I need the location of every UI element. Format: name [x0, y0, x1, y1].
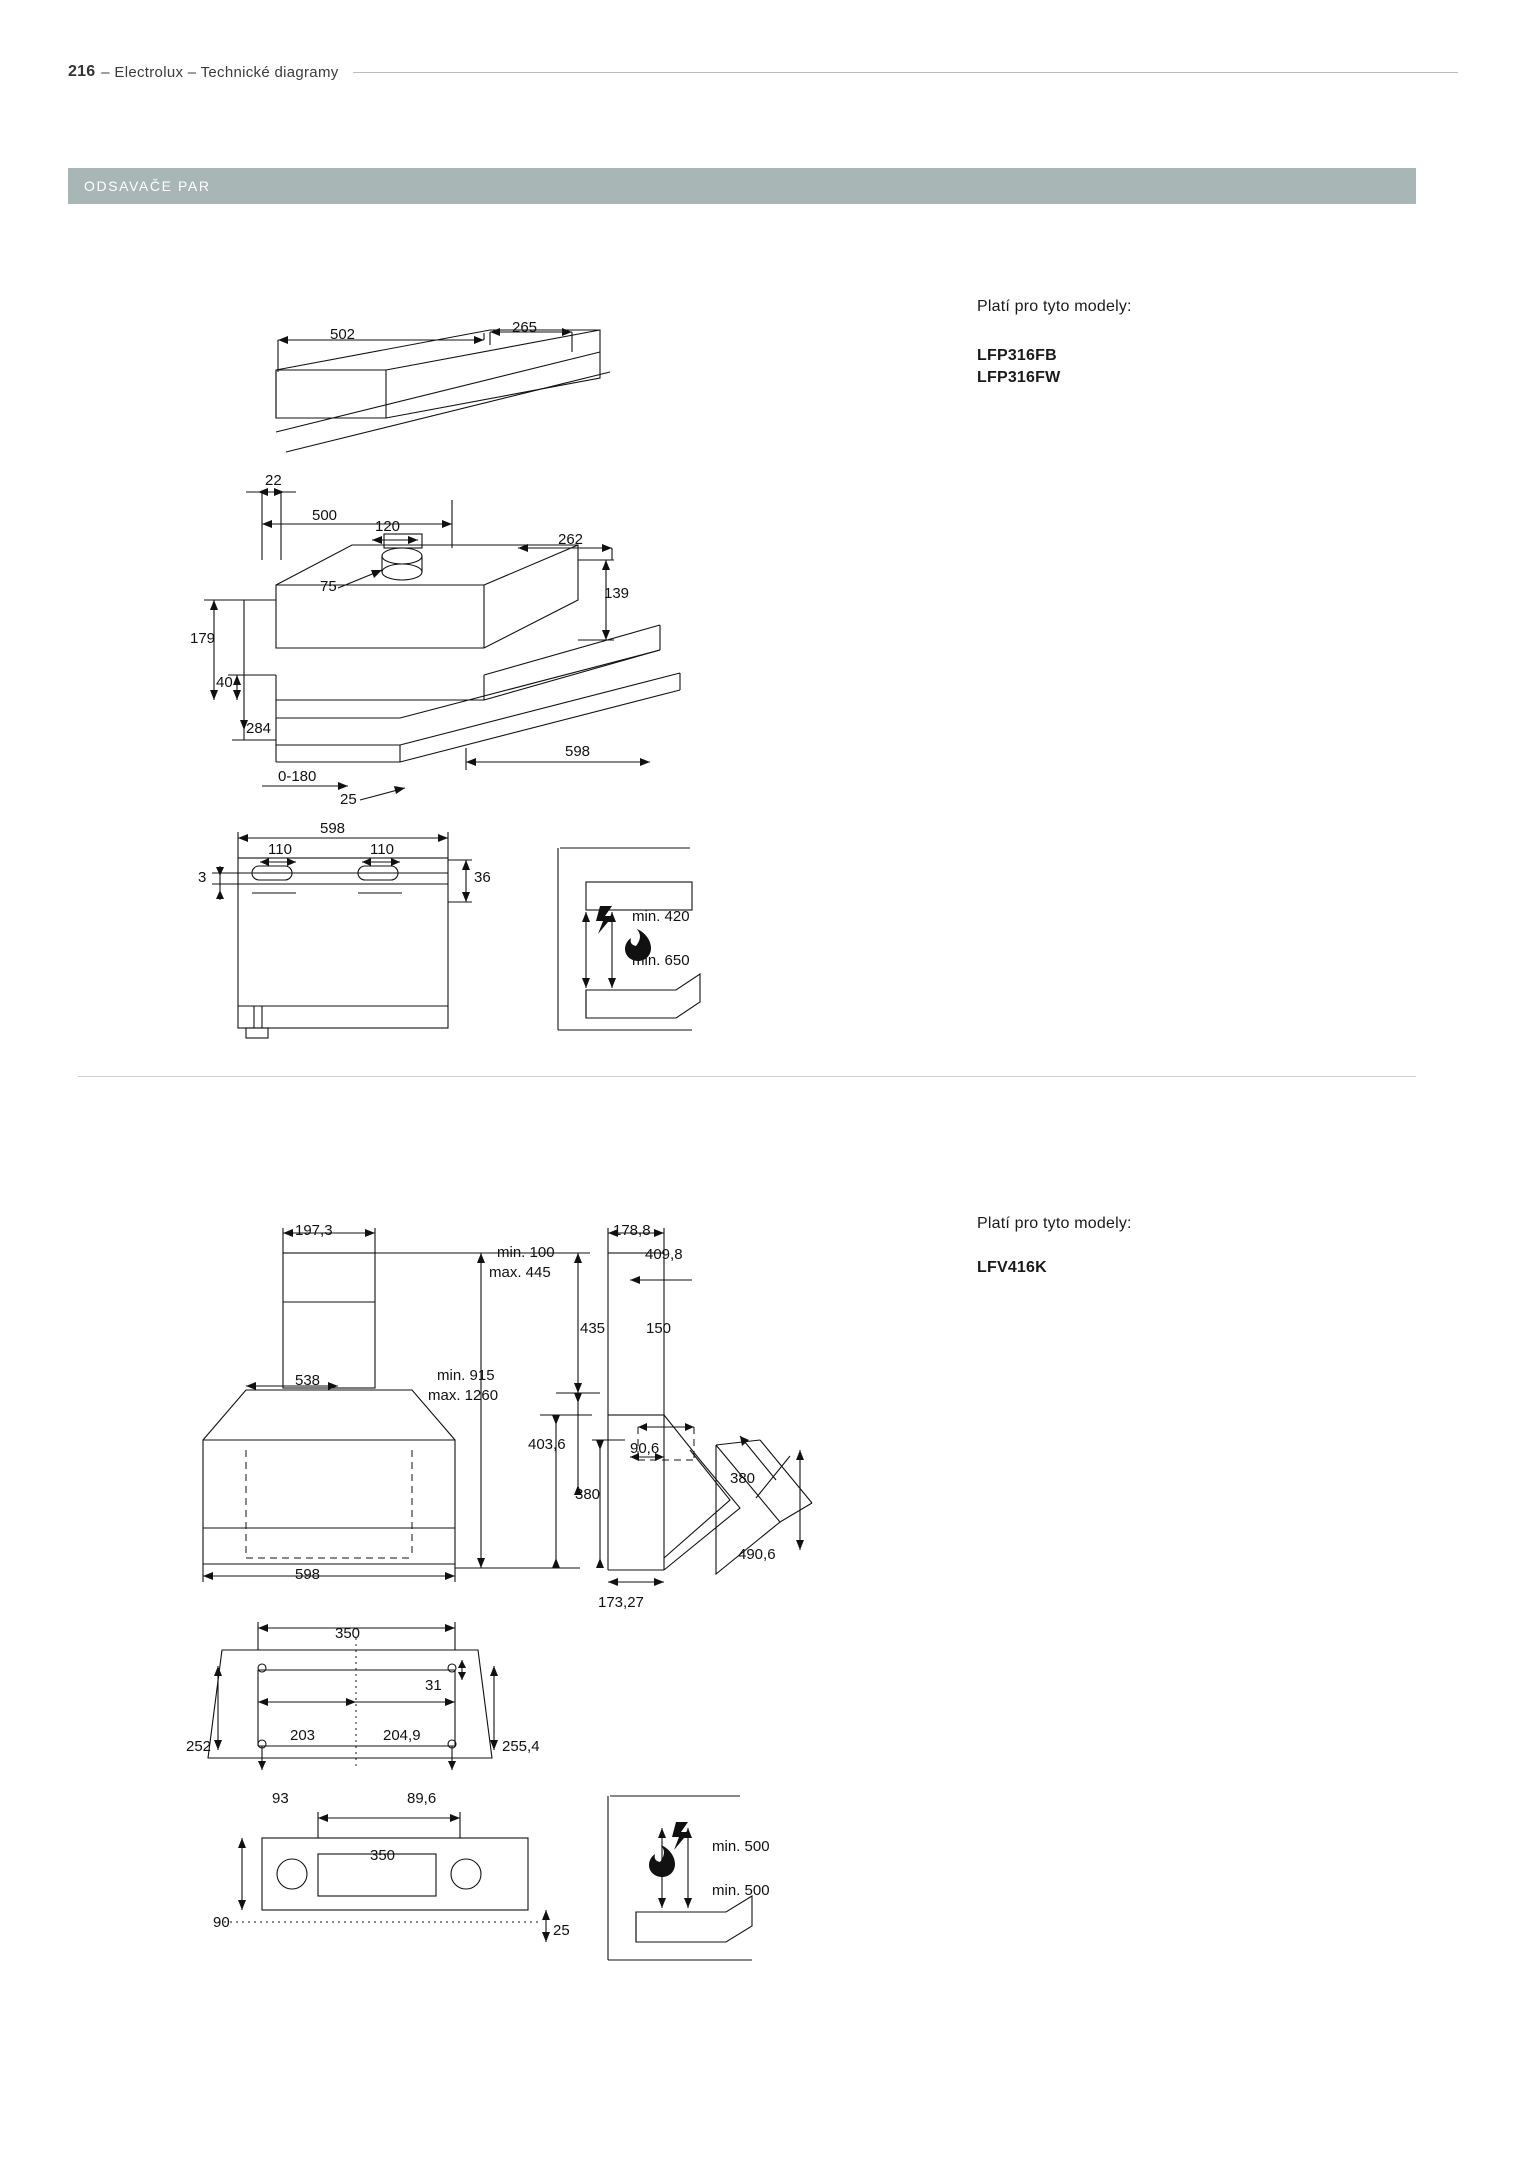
dim-90-6: 90,6	[630, 1440, 660, 1457]
dim-350-b: 350	[370, 1847, 396, 1864]
dim-25-b: 25	[553, 1922, 570, 1939]
dim-173-27: 173,27	[598, 1594, 644, 1611]
dim-31: 31	[425, 1677, 442, 1694]
dim-502: 502	[330, 326, 356, 343]
note-min-420: min. 420	[632, 908, 690, 925]
dim-598-b: 598	[320, 820, 346, 837]
dim-538: 538	[295, 1372, 321, 1389]
applies-label-1: Platí pro tyto modely:	[977, 298, 1132, 315]
dim-110-right: 110	[370, 841, 394, 858]
note-min-500-a: min. 500	[712, 1838, 770, 1855]
dim-204-9: 204,9	[383, 1727, 421, 1744]
dim-178-8: 178,8	[613, 1222, 651, 1239]
dim-500: 500	[312, 507, 338, 524]
dim-120: 120	[375, 518, 401, 535]
dim-40: 40	[216, 674, 233, 691]
dim-25: 25	[340, 791, 357, 808]
dim-22: 22	[265, 472, 282, 489]
dim-350-a: 350	[335, 1625, 361, 1642]
dim-490-6: 490,6	[738, 1546, 776, 1563]
dim-150: 150	[646, 1320, 672, 1337]
section-band-label: ODSAVAČE PAR	[84, 178, 211, 194]
dim-409-8: 409,8	[645, 1246, 683, 1263]
dim-380-b: 380	[730, 1470, 756, 1487]
dim-89-6: 89,6	[407, 1790, 437, 1807]
dim-min-915: min. 915	[437, 1367, 495, 1384]
dim-139: 139	[604, 585, 630, 602]
note-min-650: min. 650	[632, 952, 690, 969]
dim-0-180: 0-180	[278, 768, 317, 785]
dim-110-left: 110	[268, 841, 292, 858]
dim-598: 598	[565, 743, 591, 760]
dim-36: 36	[474, 869, 491, 886]
dim-380-a: 380	[575, 1486, 601, 1503]
dim-75: 75	[320, 578, 337, 595]
model-lfp316fw: LFP316FW	[977, 369, 1061, 386]
dim-max-445: max. 445	[489, 1264, 551, 1281]
diagram-lfp316-drawing	[0, 0, 1527, 1060]
dim-255-4: 255,4	[502, 1738, 540, 1755]
dim-3: 3	[198, 869, 207, 886]
dim-262: 262	[558, 531, 584, 548]
header-title: – Electrolux – Technické diagramy	[101, 63, 339, 81]
dim-598-c: 598	[295, 1566, 321, 1583]
dim-197-3: 197,3	[295, 1222, 333, 1239]
dim-max-1260: max. 1260	[428, 1387, 499, 1404]
note-min-500-b: min. 500	[712, 1882, 770, 1899]
diagram-lfv416k-drawing	[0, 1150, 1527, 2160]
dim-min-100: min. 100	[497, 1244, 555, 1261]
dim-252: 252	[186, 1738, 212, 1755]
dim-203: 203	[290, 1727, 316, 1744]
model-lfv416k: LFV416K	[977, 1259, 1047, 1276]
dim-284: 284	[246, 720, 272, 737]
dim-265: 265	[512, 319, 538, 336]
page-number: 216	[68, 63, 96, 80]
dim-179: 179	[190, 630, 216, 647]
dim-403-6: 403,6	[528, 1436, 566, 1453]
model-lfp316fb: LFP316FB	[977, 347, 1057, 364]
dim-93: 93	[272, 1790, 289, 1807]
dim-90: 90	[213, 1914, 230, 1931]
dim-435: 435	[580, 1320, 606, 1337]
section-divider	[78, 1076, 1416, 1077]
applies-label-2: Platí pro tyto modely:	[977, 1215, 1132, 1232]
